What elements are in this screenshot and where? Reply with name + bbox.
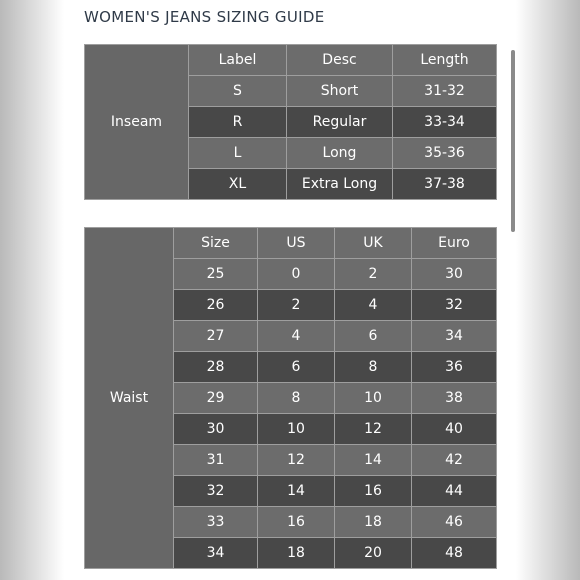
column-header: Label xyxy=(189,45,287,76)
table-cell: 14 xyxy=(335,445,412,476)
table-cell: 30 xyxy=(174,414,258,445)
table-cell: Long xyxy=(287,138,393,169)
table-cell: 29 xyxy=(174,383,258,414)
table-header-row xyxy=(85,228,497,259)
table-cell: 42 xyxy=(412,445,497,476)
table-cell: 40 xyxy=(412,414,497,445)
table-cell: 32 xyxy=(412,290,497,321)
table-cell: 27 xyxy=(174,321,258,352)
table-cell: 31-32 xyxy=(393,76,497,107)
table-cell: R xyxy=(189,107,287,138)
table-cell: 16 xyxy=(335,476,412,507)
inseam-table xyxy=(84,44,497,200)
table-cell: 35-36 xyxy=(393,138,497,169)
table-cell: 48 xyxy=(412,538,497,569)
table-cell: 8 xyxy=(335,352,412,383)
table-cell: 38 xyxy=(412,383,497,414)
table-cell: 4 xyxy=(335,290,412,321)
column-header: Size xyxy=(174,228,258,259)
table-cell: 12 xyxy=(258,445,335,476)
column-header: Euro xyxy=(412,228,497,259)
table-cell: 37-38 xyxy=(393,169,497,200)
table-cell: 28 xyxy=(174,352,258,383)
table-cell: 8 xyxy=(258,383,335,414)
table-cell: 44 xyxy=(412,476,497,507)
column-header: Length xyxy=(393,45,497,76)
waist-row-label: Waist xyxy=(85,228,174,569)
table-cell: XL xyxy=(189,169,287,200)
table-cell: Short xyxy=(287,76,393,107)
table-cell: 4 xyxy=(258,321,335,352)
column-header: Desc xyxy=(287,45,393,76)
page-title: WOMEN'S JEANS SIZING GUIDE xyxy=(84,8,325,26)
table-cell: 12 xyxy=(335,414,412,445)
inseam-row-label: Inseam xyxy=(85,45,189,200)
table-cell: 25 xyxy=(174,259,258,290)
table-cell: 6 xyxy=(258,352,335,383)
table-cell: 0 xyxy=(258,259,335,290)
table-cell: Extra Long xyxy=(287,169,393,200)
table-cell: 33 xyxy=(174,507,258,538)
table-cell: 10 xyxy=(335,383,412,414)
table-cell: 2 xyxy=(335,259,412,290)
table-cell: 34 xyxy=(412,321,497,352)
table-cell: 46 xyxy=(412,507,497,538)
table-cell: 18 xyxy=(258,538,335,569)
table-header-row xyxy=(85,45,497,76)
table-cell: 33-34 xyxy=(393,107,497,138)
table-cell: 34 xyxy=(174,538,258,569)
table-cell: 36 xyxy=(412,352,497,383)
table-cell: 20 xyxy=(335,538,412,569)
column-header: US xyxy=(258,228,335,259)
table-cell: 18 xyxy=(335,507,412,538)
table-cell: 16 xyxy=(258,507,335,538)
column-header: UK xyxy=(335,228,412,259)
table-cell: 6 xyxy=(335,321,412,352)
scrollbar[interactable] xyxy=(511,50,515,232)
table-cell: 31 xyxy=(174,445,258,476)
table-cell: 2 xyxy=(258,290,335,321)
table-cell: 32 xyxy=(174,476,258,507)
table-cell: L xyxy=(189,138,287,169)
table-cell: 14 xyxy=(258,476,335,507)
table-cell: Regular xyxy=(287,107,393,138)
table-cell: 26 xyxy=(174,290,258,321)
table-cell: 30 xyxy=(412,259,497,290)
table-cell: 10 xyxy=(258,414,335,445)
table-cell: S xyxy=(189,76,287,107)
waist-table xyxy=(84,227,497,569)
